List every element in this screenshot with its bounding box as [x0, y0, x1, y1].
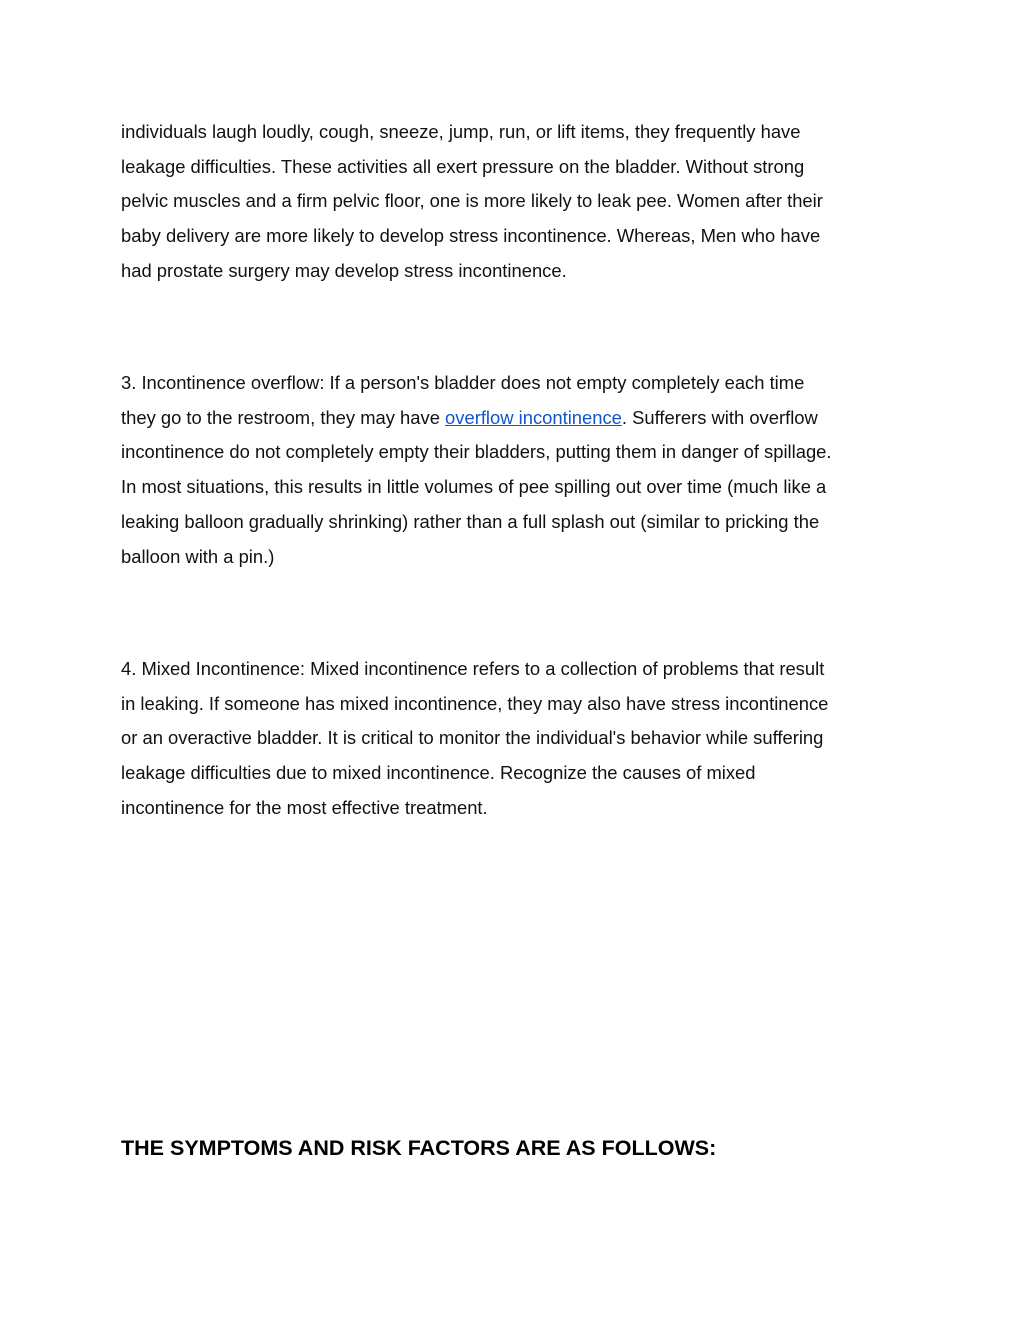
paragraph-overflow-incontinence [121, 366, 911, 574]
overflow-incontinence-link[interactable]: overflow incontinence [445, 406, 622, 428]
paragraph-line: had prostate surgery may develop stress incontinence. [121, 259, 567, 281]
line-text: they go to the restroom, they may have [121, 406, 446, 428]
paragraph-line: or an overactive bladder. It is critical to monitor the individual's behavior while suffering [121, 727, 824, 749]
paragraph-line [121, 401, 911, 436]
paragraph-line: 4. Mixed Incontinence: Mixed incontinence refers to a collection of problems that result [121, 658, 825, 679]
paragraph-line: balloon with a pin.) [121, 545, 275, 567]
section-heading: THE SYMPTOMS AND RISK FACTORS ARE AS FOLLOWS: [121, 1136, 717, 1160]
paragraph-line: baby delivery are more likely to develop stress incontinence. Whereas, Men who have [121, 225, 821, 247]
paragraph-line: incontinence for the most effective treatment. [121, 796, 488, 818]
paragraph-line: leakage difficulties. These activities all exert pressure on the bladder. Without strong [121, 155, 805, 177]
paragraph-line: pelvic muscles and a firm pelvic floor, one is more likely to leak pee. Women after their [121, 190, 823, 212]
paragraph-line: individuals laugh loudly, cough, sneeze, jump, run, or lift items, they frequently have [121, 121, 801, 142]
paragraph-line: 3. Incontinence overflow: If a person's bladder does not empty completely each time [121, 372, 805, 393]
paragraph-line: leakage difficulties due to mixed incontinence. Recognize the causes of mixed [121, 762, 756, 784]
paragraph-line: In most situations, this results in little volumes of pee spilling out over time (much like a [121, 476, 827, 498]
paragraph-mixed-incontinence [121, 652, 911, 826]
line-text: . Sufferers with overflow [621, 406, 818, 428]
paragraph-line: incontinence do not completely empty their bladders, putting them in danger of spillage. [121, 441, 832, 463]
paragraph-stress-incontinence [121, 115, 911, 289]
paragraph-line: in leaking. If someone has mixed incontinence, they may also have stress incontinence [121, 692, 829, 714]
paragraph-line: leaking balloon gradually shrinking) rather than a full splash out (similar to pricking the [121, 510, 820, 532]
